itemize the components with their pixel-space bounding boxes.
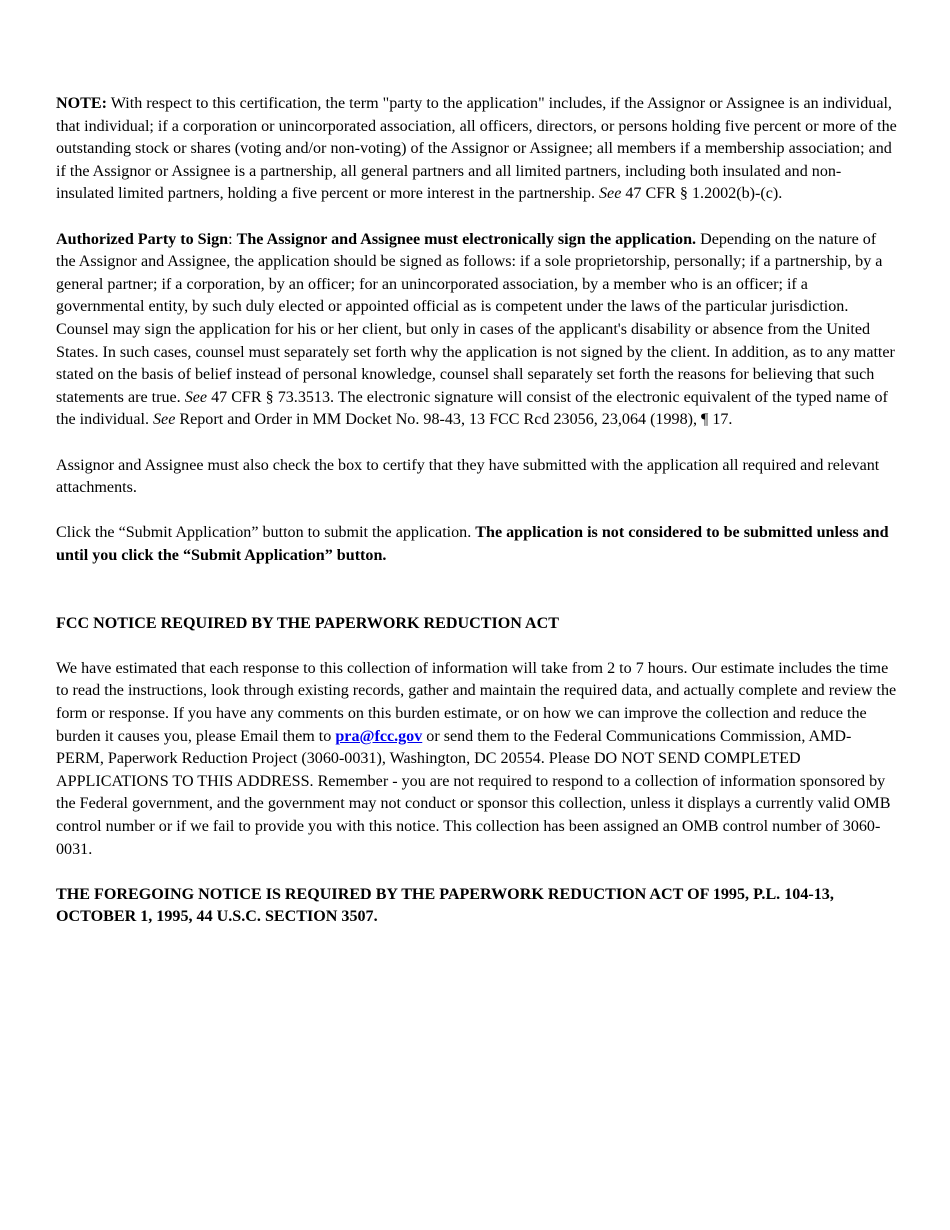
authorized-party-colon: : bbox=[228, 230, 237, 248]
pra-heading: FCC NOTICE REQUIRED BY THE PAPERWORK REDUCTION ACT bbox=[56, 614, 560, 632]
authorized-party-requirement: The Assignor and Assignee must electronically sign the application. bbox=[236, 230, 697, 248]
authorized-party-text: Depending on the nature of the Assignor and Assignee, the application should be signed as follows: if a sole proprietorship, personally; if a partnership, by a general partner; if a corporation, by an officer; for an unincorporated association, by a member who is an officer; if a governmental entity, by such duly elected or appointed official as is competent under the laws of the particular jurisdiction. Counsel may sign the application for his or her client, but only in cases of the applicant's disability or absence from the United States. In such cases, counsel must separately set forth why the application is not signed by the client. In addition, as to any matter stated on the basis of belief instead of personal knowledge, counsel shall separately set forth the reasons for believing that such statements are true. bbox=[56, 230, 895, 406]
note-text: With respect to this certification, the term "party to the application" includes, if the Assignor or Assignee is an individual, that individual; if a corporation or unincorporated association, all officers, directors, or persons holding five percent or more of the outstanding stock or shares (voting and/or non-voting) of the Assignor or Assignee; all members if a membership association; and if the Assignor or Assignee is a partnership, all general partners and all limited partners, including both insulated and non-insulated limited partners, holding a five percent or more interest in the partnership. bbox=[56, 95, 897, 203]
authorized-party-see-2: See bbox=[153, 411, 176, 429]
authorized-party-see-1: See bbox=[184, 388, 208, 406]
pra-text-1: We have estimated that each response to this collection of information will take from 2 to 7 hours. Our estimate includes the time to read the instructions, look through existing records, gather and maintain the required data, and actually complete and review the form or response. If you have any comments on this burden estimate, or on how we can improve the collection and reduce the burden it causes you, please Email them to bbox=[56, 659, 897, 745]
note-see: See bbox=[599, 185, 622, 203]
authorized-party-paragraph bbox=[56, 229, 898, 432]
note-citation: 47 CFR § 1.2002(b)-(c). bbox=[621, 185, 783, 203]
pra-text-2: or send them to the Federal Communications Commission, AMD-PERM, Paperwork Reduction Project (3060-0031), Washington, DC 20554. Please DO NOT SEND COMPLETED APPLICATIONS TO THIS ADDRESS. Remember - you are not required to respond to a collection of information sponsored by the Federal government, and the government may not conduct or sponsor this collection, unless it displays a currently valid OMB control number or if we fail to provide you with this notice. This collection has been assigned an OMB control number of 3060-0031. bbox=[56, 727, 891, 858]
pra-email-link[interactable]: pra@fcc.gov bbox=[335, 727, 423, 745]
submit-text: Click the “Submit Application” button to submit the application. bbox=[56, 524, 476, 542]
authorized-party-citation-1: 47 CFR § 73.3513. The electronic signature will consist of the electronic equivalent of the typed name of the individual. bbox=[56, 388, 888, 429]
note-paragraph bbox=[56, 93, 898, 206]
document-body bbox=[56, 93, 898, 952]
section-spacer bbox=[56, 590, 898, 613]
pra-paragraph bbox=[56, 658, 898, 861]
authorized-party-label: Authorized Party to Sign bbox=[56, 230, 229, 248]
foregoing-notice: THE FOREGOING NOTICE IS REQUIRED BY THE PAPERWORK REDUCTION ACT OF 1995, P.L. 104-13, OCTOBER 1, 1995, 44 U.S.C. SECTION 3507. bbox=[56, 885, 834, 926]
submit-warning: The application is not considered to be submitted unless and until you click the “Submit Application” button. bbox=[56, 524, 889, 564]
authorized-party-citation-2: Report and Order in MM Docket No. 98-43, 13 FCC Rcd 23056, 23,064 (1998), ¶ 17. bbox=[175, 411, 733, 429]
note-label: NOTE: bbox=[56, 95, 107, 112]
attachments-paragraph: Assignor and Assignee must also check the box to certify that they have submitted with the application all required and relevant attachments. bbox=[56, 456, 880, 497]
submit-paragraph bbox=[56, 522, 898, 567]
